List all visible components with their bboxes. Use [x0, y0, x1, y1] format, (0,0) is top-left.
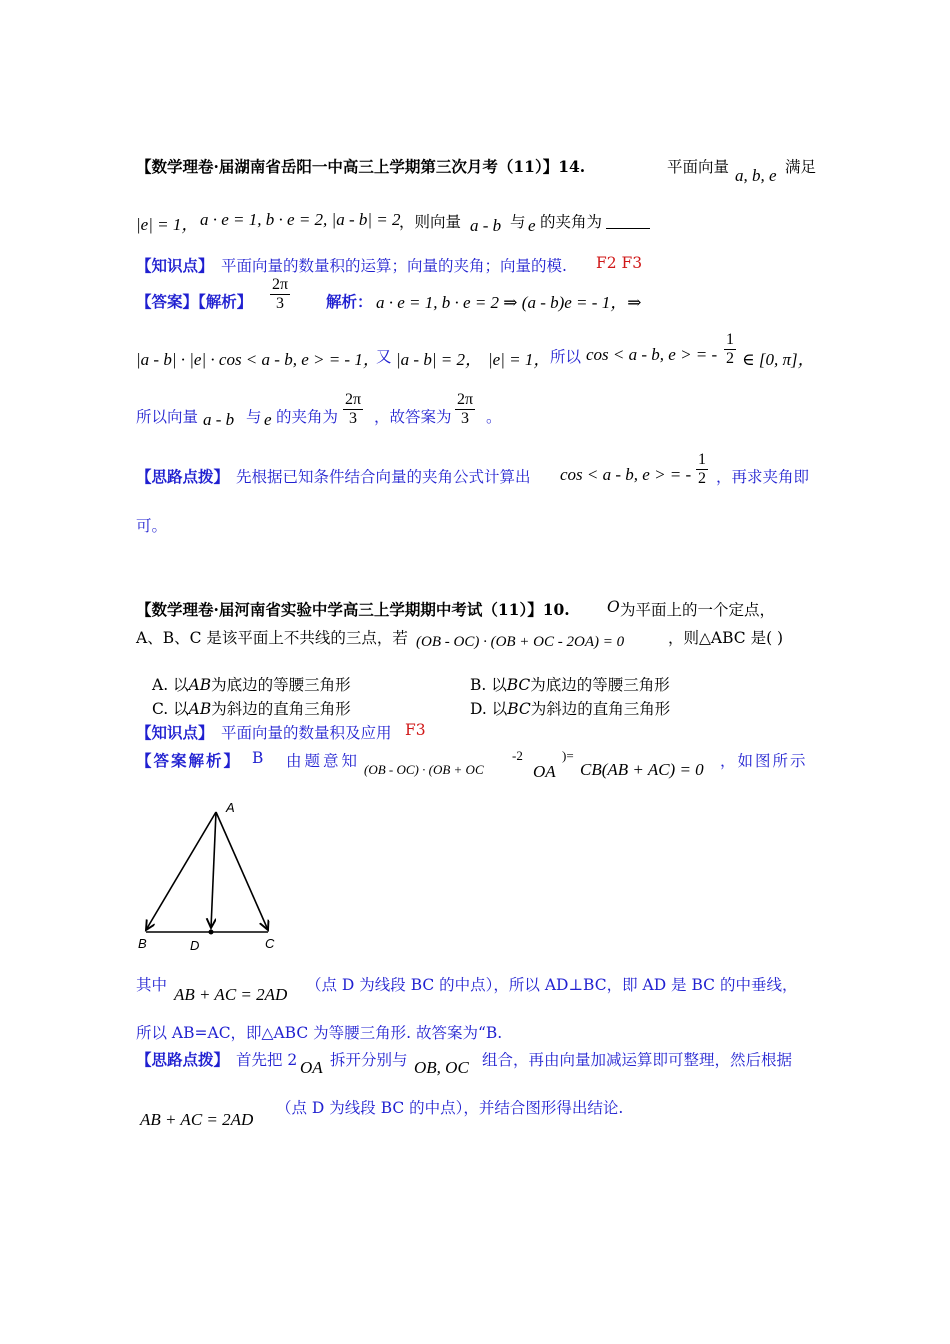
line4-so-vector: 所以向量 [136, 408, 199, 426]
where-text: 其中 [136, 976, 168, 994]
where-equation: AB + AC = 2AD [174, 985, 288, 1004]
label-a: A [226, 800, 235, 815]
tip-text-d: 可。 [136, 517, 168, 535]
answer-label: 【答案】【解析】 [136, 292, 253, 311]
line4-vector-e: e [264, 410, 272, 429]
condition-e-norm: |e| = 1， [136, 215, 199, 234]
label-c: C [265, 936, 275, 951]
triangle-figure [132, 790, 282, 955]
line3-norm-ab: |a - b| = 2， [396, 350, 482, 369]
tip-text-a: 先根据已知条件结合向量的夹角公式计算出 [236, 468, 531, 486]
ask-pre: ，则向量 [399, 213, 462, 231]
vector-ab [146, 812, 216, 930]
p2-tip-equation: AB + AC = 2AD [140, 1110, 254, 1129]
label-b: B [138, 936, 147, 951]
conclusion: 所以 AB=AC，即△ABC 为等腰三角形. 故答案为“B. [136, 1024, 503, 1042]
problem1-question-post: 满足 [785, 158, 817, 176]
problem2-q1: 为平面上的一个定点， [620, 601, 776, 619]
vector-ad [211, 812, 216, 928]
problem1-question-pre: 平面向量 [667, 158, 730, 176]
line3-so: 所以 [550, 348, 582, 366]
answer-numerator: 2π [272, 276, 289, 293]
p2-tip-oa: OA [300, 1058, 323, 1077]
line4-and: 与 [246, 408, 262, 426]
line3-range: ∈ [0, π]， [742, 350, 815, 369]
problem1-header: 【数学理卷·届湖南省岳阳一中高三上学期第三次月考（11）】14. [136, 157, 586, 176]
line3-cos-eq: |a - b| · |e| · cos < a - b, e > = - 1， [136, 350, 380, 369]
problem2-q2-tail: ，则△ABC 是( ) [668, 629, 784, 647]
line3-norm-e: |e| = 1， [488, 350, 551, 369]
p2-eq-cb: CB(AB + AC) = 0 [580, 760, 704, 779]
kp-text: 平面向量的数量积的运算；向量的夹角；向量的模. [221, 257, 567, 275]
p2-tip-c: 组合，再由向量加减运算即可整理，然后根据 [482, 1051, 793, 1069]
answer-blank [606, 214, 650, 233]
tip-half-fraction: $\frac{1}{2}$ [698, 451, 706, 487]
tip-text-c: ，再求夹角即 [716, 468, 810, 486]
p2-kp-text: 平面向量的数量积及应用 [221, 724, 392, 742]
problem2-vector-equation: (OB - OC) · (OB + OC - 2OA) = 0 [416, 634, 625, 650]
p2-eq-oa: OA [533, 762, 556, 781]
line4-vector-ab: a - b [203, 410, 235, 429]
ask-post: 的夹角为 [540, 213, 603, 231]
option-c: C. 以AB为斜边的直角三角形 [152, 700, 351, 718]
line4-angle-is: 的夹角为 [276, 408, 339, 426]
answer-fraction [270, 276, 290, 313]
p2-tip-b: 拆开分别与 [330, 1051, 408, 1069]
p2-tip-d: （点 D 为线段 BC 的中点），并结合图形得出结论. [276, 1099, 624, 1117]
p2-answer-value: B [252, 749, 264, 767]
ask-vector-a-minus-b: a - b [470, 216, 502, 235]
ask-vector-e: e [528, 216, 536, 235]
line4-fraction-1: $\frac{2\pi}{3}$ [345, 391, 362, 427]
vector-ac [216, 812, 268, 930]
tip-cos: cos < a - b, e > = - [560, 465, 692, 484]
tip-label: 【思路点拨】 [136, 467, 230, 486]
condition-dot-products: a · e = 1, b · e = 2, |a - b| = 2 [200, 210, 401, 229]
line4-fraction-2: $\frac{2\pi}{3}$ [457, 391, 474, 427]
option-a: A. 以AB为底边的等腰三角形 [152, 676, 351, 694]
line3-also: 又 [376, 348, 392, 366]
p2-answer-text: 由题意知 [286, 752, 361, 770]
line4-answer-is: ，故答案为 [374, 408, 452, 426]
answer-denominator: 3 [276, 295, 285, 312]
half-numerator: 1 [726, 331, 734, 348]
ask-mid: 与 [510, 213, 526, 231]
p2-tip-a: 首先把 2 [236, 1051, 298, 1069]
option-b: B. 以BC为底边的等腰三角形 [470, 676, 670, 694]
problem2-header: 【数学理卷·届河南省实验中学高三上学期期中考试（11）】10. [136, 600, 570, 619]
p2-eq-part1: (OB - OC) · (OB + OC [364, 762, 484, 777]
problem2-q2: A、B、C 是该平面上不共线的三点，若 [136, 629, 408, 647]
line4-period: 。 [486, 408, 502, 426]
vectors-abe: a, b, e [735, 166, 777, 185]
solution-label: 解析： [326, 292, 373, 311]
p2-eq-part4: )= [562, 748, 574, 763]
p2-answer-label: 【答案解析】 [136, 751, 242, 770]
point-d-dot [209, 930, 214, 935]
label-d: D [190, 938, 200, 953]
kp-label: 【知识点】 [136, 256, 214, 275]
p2-kp-code: F3 [405, 721, 426, 739]
p2-eq-part2: -2 [512, 748, 523, 763]
point-o: O [607, 598, 620, 616]
half-fraction [724, 331, 736, 368]
p2-tip-obc: OB, OC [414, 1058, 469, 1077]
p2-answer-post: ，如图所示 [720, 752, 808, 770]
p2-tip-label: 【思路点拨】 [136, 1050, 230, 1069]
p2-kp-label: 【知识点】 [136, 723, 214, 742]
line3-cos-value: cos < a - b, e > = - [586, 345, 718, 364]
half-denominator: 2 [726, 350, 734, 367]
kp-code: F2 F3 [596, 254, 643, 272]
solution-equation: a · e = 1, b · e = 2 ⇒ (a - b)e = - 1，⇒ [376, 293, 642, 312]
where-explanation: （点 D 为线段 BC 的中点），所以 AD⊥BC，即 AD 是 BC 的中垂线， [306, 976, 798, 994]
option-d: D. 以BC为斜边的直角三角形 [470, 700, 671, 718]
